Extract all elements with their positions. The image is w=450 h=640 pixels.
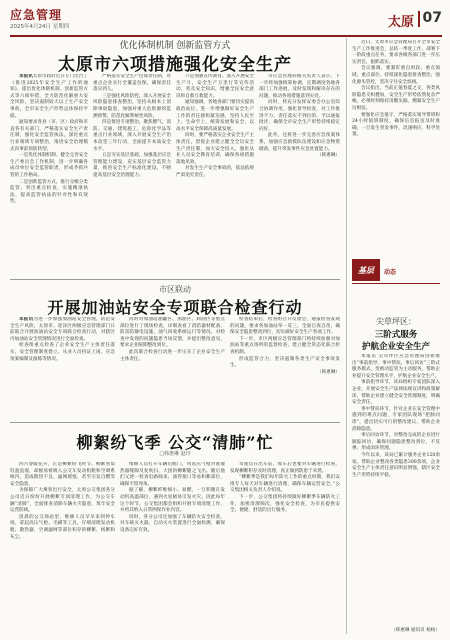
article1-paragraph: 严格落实安全生产包保责任制，对重点企业实行全覆盖包保，确保责任落实到人。	[93, 74, 171, 93]
article1-paragraph: 三是强化风险防控。深入开展安全风险隐患排查整治，坚持从根本上消除事故隐患，加强对重大危险源的监测预警，防范化解系统性风险。	[93, 93, 171, 119]
article1-column-1	[10, 74, 88, 274]
sidebar-divider	[346, 38, 347, 634]
grassroots-news-banner	[352, 252, 440, 286]
article2-paragraph: 检查结束后，检查组召开反馈会，通报检查发现的问题，要求各加油站举一反三，全面自查自改，确保安全隐患整改到位，切实做好安全生产各项工作。	[230, 317, 340, 336]
article1-paragraph: 本报讯太原市政府近日专门出台了《推进2025年安全生产工作的通知》，提出优化体制机制、创新监管方式等六项举措，全力防范化解重大安全风险，坚决遏制较大以上生产安全事故，全市安全生产形势总体保持平稳。	[10, 74, 88, 119]
article1-paragraph: 对发生生产安全事故的，依法依规严肃追究责任。	[176, 166, 254, 178]
article2-lead: 本报讯	[19, 317, 34, 322]
article2-headline: 开展加油站安全专项联合检查行动	[47, 298, 303, 317]
article1-headline: 太原市六项措施强化安全生产	[58, 55, 292, 75]
article2-paragraph: 检查组重点检查了企业安全生产主体责任落实、安全管理制度建立、从业人员持证上岗、应急预案编制及演练等情况。	[10, 343, 115, 362]
page-number: 07	[422, 10, 442, 26]
section-title: 应急管理	[10, 8, 63, 22]
issue-date: 2025年4月24日 星期四	[10, 24, 70, 30]
article3-paragraph: 驾驶员在出车前、收车后也要对车辆进行检查，发现柳絮积存及时清理，真正做到防患于未然。	[230, 462, 340, 474]
sidebar-paragraph: 近日，太原市应急管理局召开全市安全生产工作推进会，总结一季度工作，部署下一阶段重点任务，要求各级各部门进一步压实责任，狠抓落实。	[352, 40, 440, 65]
article3-paragraph: 同时，各分公司还加强了车辆防火安全检查，对车载灭火器、自动灭火装置进行全面检测，确保设备完好有效。	[120, 514, 225, 533]
sidebar-headline-line-2: 护航企业安全生产	[361, 342, 430, 352]
article1-paragraph: 四是推进专项整治。聚焦燃气、消防、交通、建筑施工、危险化学品等重点行业领域，深入开展安全生产治本攻坚三年行动，全面提升本质安全水平。	[93, 120, 171, 152]
article1-paragraph: 市应急管理局相关负责人表示，下一步将加强统筹协调，定期调度各地各部门工作进展，及时发现和解决存在的问题，推动各项措施落到实处。	[259, 74, 340, 99]
article2-author: （韩惠琳）	[317, 369, 340, 375]
article2-kicker: 市区联动	[159, 285, 191, 294]
sidebar-paragraph: 会议强调，要紧盯重点时段、重点领域、重点部位，持续深化隐患排查整治，强化源头管控，坚决守住安全底线。	[352, 66, 440, 85]
sidebar-paragraph: 今年以来，该局已累计服务企业120余家，帮助企业整改各类隐患300余项，企业安全生产主体责任意识明显增强，辖区安全生产形势持续平稳。	[352, 452, 440, 478]
article1-author: （韩惠琳）	[317, 153, 340, 159]
article1-paragraph: 此外，还将进一步完善应急预案体系，加强应急救援队伍建设和应急物资储备，提升突发事件应急处置能力。	[259, 133, 340, 152]
banner-label: 动态	[384, 269, 397, 276]
article3-paragraph: 为保障广大乘客出行安全，太原公交集团各分公司近日纷纷开展柳絮专项清理工作，为公交车辆“清肺”，全面排查消除车辆火灾隐患，筑牢安全运营防线。	[10, 488, 115, 514]
article2-paragraph: 形成监管合力，坚决遏制各类生产安全事故发生。	[230, 356, 340, 369]
article3-paragraph: 下一步，公交集团将持续做好柳絮季车辆防火工作，加密清理频次，强化安全检查，为市民提供安全、便捷、舒适的出行服务。	[230, 494, 340, 514]
article3-paragraph: 维修人员打开车辆后舱门，用高压气枪对准散热器缝隙反复吹扫，大团的柳絮随之飞出。随后他们又逐一检查电路线束、油管接口等易积絮部位，确保不留死角。	[120, 462, 225, 487]
sidebar-paragraph: 事中帮扶环节，针对企业在安全管理中遇到的难点问题，专家团队现场“把脉问诊”，提出切实可行的整改建议，帮助企业消除隐患。	[352, 406, 440, 432]
paper-name: 太原	[387, 15, 414, 30]
sidebar-paragraph: 事后回访环节，对整改完成的企业进行跟踪回访，确保问题隐患整改到位、不反弹，形成闭环管理。	[352, 433, 440, 452]
masthead	[10, 5, 442, 37]
article1-paragraph: 通知强调，各地各部门要切实提高政治站位，进一步增强做好安全生产工作的责任感和紧迫感，坚持人民至上、生命至上，统筹发展和安全，以高水平安全保障高质量发展。	[176, 100, 254, 132]
section-divider	[10, 279, 340, 280]
article1-paragraph: 二是创新监管方式。推行分级分类监管，突出重点检查，实施精准执法，提高监管执法的针对性和有效性。	[10, 179, 88, 205]
article2-paragraph: 本报讯为进一步加强加油站安全管理，防范安全生产风险，太原市、迎泽区两级应急管理部门日前联合开展加油站安全专项联合检查行动，对辖区内加油站安全管理情况进行全面检查。	[10, 317, 115, 342]
banner-logo: 基层	[352, 259, 380, 281]
article2-column-1	[10, 317, 115, 417]
sidebar-paragraph: 要强化应急值守，严格落实领导带班和24小时值班制度，确保信息报送及时准确，一旦发生突发事件，迅速响应、科学处置。	[352, 112, 440, 138]
masthead-divider	[418, 11, 420, 27]
article3-column-1	[10, 462, 115, 634]
article1-column-2	[93, 74, 171, 274]
article2-column-3	[230, 317, 340, 417]
article1-paragraph: 同时，要严格落实企业安全生产主体责任，督促企业建立健全全员安全生产责任制，加大安全投入，强化从业人员安全教育培训，确保各项措施落地见效。	[176, 133, 254, 165]
sidebar-headline-line-1: 三阶式服务	[374, 330, 418, 340]
article2-paragraph: 此次联合检查行动进一步压实了企业安全生产主体责任。	[120, 349, 225, 362]
article1-subhead: 优化体制机制 创新监管方式	[119, 41, 231, 51]
article3-column-3	[230, 462, 340, 634]
article1-column-3	[176, 74, 254, 274]
article3-paragraph: 据了解，柳絮纤维细小、易燃，一旦积聚在发动机高温部位，遇到火星极易引发火灾。因此每年这个时节，公交集团都会组织开展专项清理工作，并将其纳入日常例保作业内容。	[120, 488, 225, 514]
section-divider	[10, 422, 340, 423]
sidebar-bottom-column	[352, 354, 440, 626]
sidebar-kicker: 尖草坪区：	[376, 317, 416, 326]
article2-column-2	[120, 317, 225, 417]
article1-paragraph: 通知要求各县（市、区）政府和市直各有关部门，严格落实安全生产责任制，强化安全监管执法，深化重点行业领域专项整治，推进安全治理模式向事前预防转型。	[10, 120, 88, 152]
article3-paragraph: “柳絮季是我们每年防火工作的重点时期，我们安排专人每天对车辆进行清理，确保车辆运营安全。”公交集团相关负责人介绍说。	[230, 475, 340, 494]
article2-paragraph: 下一步，市区两级应急管理部门将持续加强对加油站等重点场所的监督检查，建立健全常态化联合检查机制。	[230, 336, 340, 355]
article3-headline: 柳絮纷飞季 公交“清肺”忙	[76, 433, 274, 452]
sidebar-top-column	[352, 40, 440, 248]
article1-paragraph: 一是优化体制机制。健全完善安全生产委员会工作机制，进一步明确各成员单位安全监管职责，形成齐抓共管的工作格局。	[10, 153, 88, 178]
article1-paragraph: 五是夯实基层基础。加强基层应急管理能力建设，充实基层安全监管力量，推进安全生产标准化建设，不断提高基层安全治理能力。	[93, 153, 171, 178]
sidebar-byline: （韩惠琳 通讯员 杨杨）	[391, 628, 440, 633]
article2-paragraph: 同时对加油站油罐区、加油区、卸油区等重点部位进行了现场检查，详细查看了消防器材配备、防雷防静电设施、油气回收系统运行等情况，对检查中发现的问题隐患当场反馈，并提出整改意见，要求企业限期整改到位。	[120, 317, 225, 349]
article1-paragraph: 六是加强宣传教育。深入开展安全生产月、安全生产万里行等宣传活动，普及安全知识，增强全民安全意识和自救互救能力。	[176, 74, 254, 99]
article3-paragraph: 清晨的公交场站里，维修人员早早来到停车场，拿起高压气枪、毛刷等工具，仔细清理发动机舱、散热器、空调滤网等部位积存的柳絮、杨絮和灰尘。	[10, 514, 115, 540]
article1-column-4	[259, 74, 340, 274]
article1-paragraph: 同时，将充分发挥安委会办公室综合协调作用，强化督导检查，对工作推进不力、责任落实不到位的，予以通报批评，确保全市安全生产形势持续稳定向好。	[259, 100, 340, 132]
article3-paragraph: 四月春暖花开，正是柳絮纷飞时节。柳絮看似轻盈浪漫，却极易被吸入公交车发动机舱和空调系统内，造成散热不良、滤网堵塞，甚至引发自燃等安全隐患。	[10, 462, 115, 487]
article3-byline: □韩惠琳 赵玲	[159, 451, 191, 457]
sidebar-paragraph: 会议指出，当前正值春夏之交，各类风险隐患交织叠加，安全生产形势依然复杂严峻，必须时刻保持清醒头脑，绷紧安全生产这根弦。	[352, 86, 440, 111]
sidebar-paragraph: 事前指导环节，该局组织专家团队深入企业，开展安全生产法律法规宣讲和政策解读，帮助企业建立健全安全管理制度，明确安全责任。	[352, 380, 440, 406]
sidebar-paragraph: 本报讯 尖草坪区应急管理局创新推出“事前指导、事中帮扶、事后回访”三阶式服务模式，变被动监管为主动服务，帮助企业提升安全管理水平，护航企业安全生产。	[352, 354, 440, 379]
article1-lead: 本报讯	[19, 74, 33, 79]
banner-underline	[352, 283, 440, 284]
article3-column-2	[120, 462, 225, 634]
